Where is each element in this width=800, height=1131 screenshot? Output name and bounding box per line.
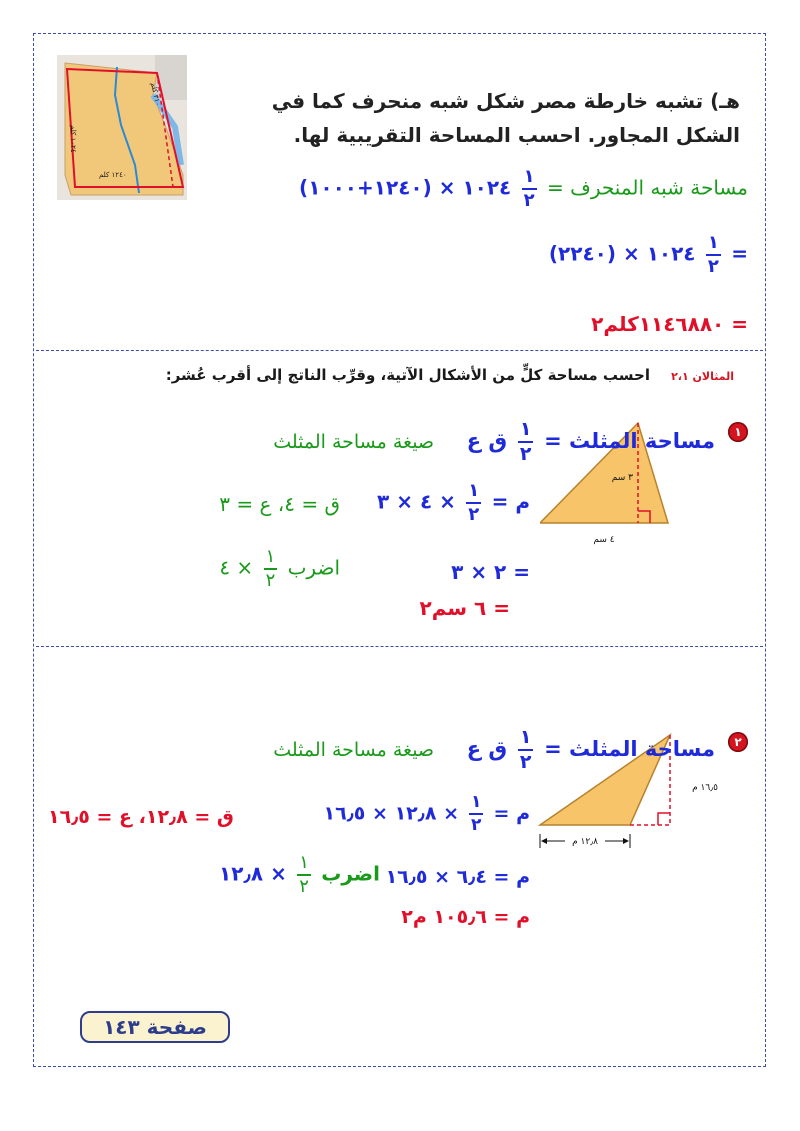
map-label-bottom: ١٢٤٠ كلم [99,171,127,179]
ex1-formula-note: صيغة مساحة المثلث [273,430,435,453]
eq1-expression: ١٠٢٤ × (١٢٤٠+١٠٠٠) [299,175,512,200]
ex2-line3-note-rest: × ١٢٫٨ [219,861,287,886]
ex1-line3-note-rest: × ٤ [219,555,254,580]
ex2-formula-label: مساحة المثلث = [544,736,715,761]
eq2-equals: = [731,241,748,266]
ex2-line3-note [219,854,380,896]
ex1-line2-note: ق = ٤، ع = ٣ [219,492,340,516]
map-problem-line1: هـ) تشبه خارطة مصر شكل شبه منحرف كما في [271,89,740,113]
instruction-text: احسب مساحة كلٍّ من الأشكال الآتية، وقرِّب الناتج إلى أقرب عُشر: [165,366,650,384]
trapezoid-area-result: = ١١٤٦٨٨٠كلم٢ [591,312,748,336]
fraction-denominator: ٢ [519,750,532,773]
ex2-line3-note-word: اضرب [321,861,380,886]
half-fraction [469,794,483,834]
ex1-line2-expr: × ٤ × ٣ [377,489,456,514]
half-fraction [518,728,534,772]
half-fraction [706,234,721,276]
fraction-numerator: ١ [519,726,532,748]
fraction-denominator: ٢ [519,442,532,465]
fraction-denominator: ٢ [299,876,309,897]
fraction-denominator: ٢ [471,815,482,836]
divider-1 [36,350,763,351]
ex2-formula [273,728,715,772]
half-fraction [518,420,534,464]
triangle-1-base-label: ٤ سم [593,535,615,545]
ex2-line2-expr: × ١٢٫٨ × ١٦٫٥ [323,802,459,825]
divider-2 [36,646,763,647]
ex1-line3-note [219,548,340,590]
fraction-numerator: ١ [468,480,480,501]
half-fraction [264,548,278,590]
ex1-formula-label: مساحة المثلث = [544,428,715,453]
map-label-left: ١٠٢٤ كلم [69,125,77,153]
egypt-map [57,55,187,200]
ex2-line2-note: ق = ١٢٫٨، ع = ١٦٫٥ [48,806,234,828]
fraction-numerator: ١ [471,792,482,812]
ex1-line3-note-word: اضرب [287,555,340,580]
eq2-expression: ١٠٢٤ × (٢٢٤٠) [548,241,696,266]
triangle-1-height-label: ٣ سم [611,473,633,483]
half-fraction [522,168,537,210]
ex2-result: م = ١٠٥٫٦ م٢ [401,906,530,928]
eq1-label: مساحة شبه المنحرف = [546,175,748,200]
half-fraction [297,854,311,896]
fraction-denominator: ٢ [707,256,719,277]
ex2-formula-note: صيغة مساحة المثلث [273,738,435,761]
map-problem-line2: الشكل المجاور. احسب المساحة التقريبية لها. [293,123,740,147]
ex1-line2-prefix: م = [491,489,530,514]
fraction-denominator: ٢ [523,190,535,211]
exercise-2-badge: ٢ [728,732,748,752]
exercise-1-badge: ١ [728,422,748,442]
fraction-numerator: ١ [519,418,532,440]
ex1-result: = ٦ سم٢ [419,596,510,620]
ex2-line2-prefix: م = [493,802,530,825]
page-number: صفحة ١٤٣ [103,1015,207,1039]
trapezoid-area-eq2 [549,234,748,276]
triangle-2-height-label: ١٦٫٥ م [692,783,718,793]
page-number-box [80,1011,230,1043]
fraction-numerator: ١ [707,232,719,253]
fraction-numerator: ١ [523,166,535,187]
ex2-line3: م = ٦٫٤ × ١٦٫٥ [385,866,530,888]
fraction-denominator: ٢ [468,504,480,525]
half-fraction [466,482,481,524]
ex2-formula-vars: ق ع [466,736,508,761]
examples-ref: المثالان ٢،١ [671,370,734,383]
ex1-formula [273,420,715,464]
fraction-numerator: ١ [299,852,309,873]
triangle-2-base-label: ١٢٫٨ م [572,837,598,847]
ex1-line3: = ٢ × ٣ [451,560,530,584]
map-label-right: ٣١٠ كلم [149,81,162,107]
ex2-line2 [324,794,530,834]
ex1-line2 [377,482,530,524]
trapezoid-area-eq1 [299,168,748,210]
ex1-formula-vars: ق ع [466,428,508,453]
fraction-numerator: ١ [265,546,276,567]
fraction-denominator: ٢ [265,570,276,591]
